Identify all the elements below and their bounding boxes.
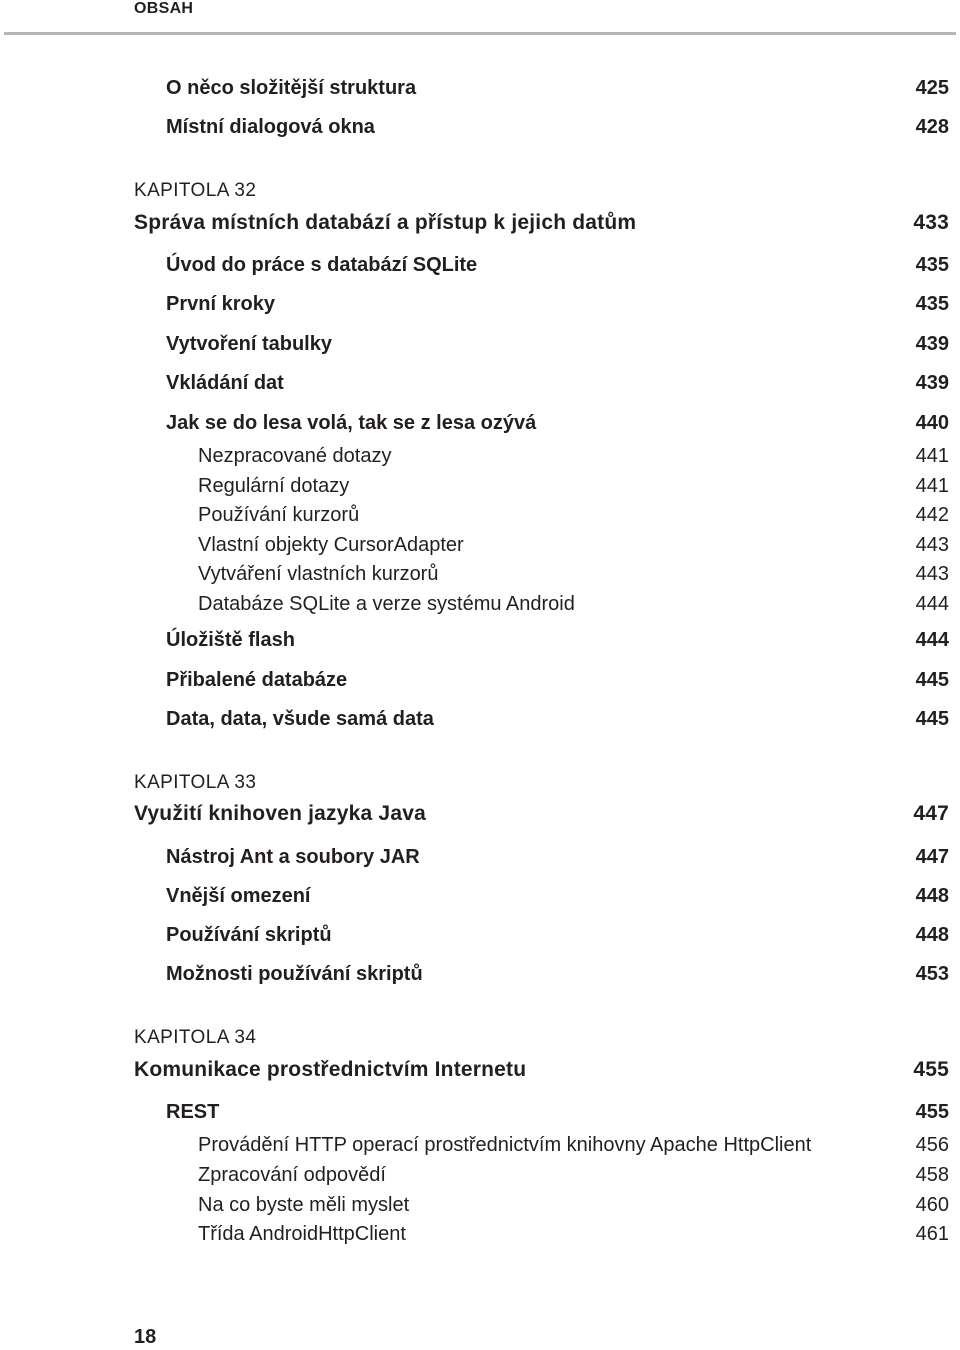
- toc-subentry[interactable]: [0, 1130, 960, 1160]
- toc-entry-title: Na co byste měli myslet: [198, 1193, 410, 1216]
- toc-entry-title: Úložiště flash: [166, 628, 295, 651]
- toc-entry-page: 425: [915, 76, 949, 99]
- toc-chapter-title[interactable]: [0, 208, 960, 238]
- toc-entry-title: Správa místních databází a přístup k jejich datům: [134, 211, 637, 234]
- toc-entry-page: 461: [915, 1222, 949, 1245]
- toc-entry[interactable]: [0, 250, 960, 280]
- toc-entry-page: 435: [915, 253, 949, 276]
- toc-subentry[interactable]: [0, 1219, 960, 1249]
- toc-entry-page: 455: [913, 1058, 949, 1081]
- toc-entry-page: 455: [915, 1100, 949, 1123]
- toc-entry-title: Úvod do práce s databází SQLite: [166, 253, 478, 276]
- toc-subentry[interactable]: [0, 530, 960, 560]
- toc-entry-title: Vnější omezení: [166, 884, 311, 907]
- toc-entry[interactable]: [0, 920, 960, 950]
- toc-entry-page: 445: [915, 668, 949, 691]
- toc-subentry[interactable]: [0, 559, 960, 589]
- toc-entry-page: 441: [915, 444, 949, 467]
- toc-entry-page: 456: [915, 1133, 949, 1156]
- toc-entry-title: Využití knihoven jazyka Java: [134, 802, 426, 825]
- toc-entry[interactable]: [0, 1097, 960, 1127]
- toc-entry-title: Databáze SQLite a verze systému Android: [198, 592, 575, 615]
- toc-entry-title: Provádění HTTP operací prostřednictvím knihovny Apache HttpClient: [198, 1133, 812, 1156]
- toc-entry[interactable]: [0, 329, 960, 359]
- chapter-label: KAPITOLA 34: [134, 1027, 257, 1048]
- toc-entry[interactable]: [0, 408, 960, 438]
- toc-entry-page: 460: [915, 1193, 949, 1216]
- toc-entry[interactable]: [0, 625, 960, 655]
- toc-entry-title: Nástroj Ant a soubory JAR: [166, 845, 420, 868]
- toc-entry-title: První kroky: [166, 292, 275, 315]
- toc-entry-page: 442: [915, 503, 949, 526]
- toc-entry-title: Vlastní objekty CursorAdapter: [198, 533, 464, 556]
- toc-chapter-title[interactable]: [0, 1055, 960, 1085]
- toc-subentry[interactable]: [0, 589, 960, 619]
- toc-entry-page: 445: [915, 707, 949, 730]
- toc-entry-page: 444: [915, 628, 949, 651]
- toc-entry-page: 441: [915, 474, 949, 497]
- toc-entry-title: Data, data, všude samá data: [166, 707, 434, 730]
- toc-entry-title: Jak se do lesa volá, tak se z lesa ozývá: [166, 411, 537, 434]
- toc-entry-page: 453: [915, 962, 949, 985]
- toc-entry-page: 447: [915, 845, 949, 868]
- chapter-label: KAPITOLA 32: [134, 180, 257, 201]
- toc-entry-page: 447: [913, 802, 949, 825]
- toc-entry-title: Místní dialogová okna: [166, 115, 375, 138]
- toc-entry-page: 439: [915, 332, 949, 355]
- page-number: 18: [134, 1326, 157, 1348]
- toc-entry-title: Používání kurzorů: [198, 503, 360, 526]
- toc-entry[interactable]: [0, 368, 960, 398]
- toc-entry[interactable]: [0, 112, 960, 142]
- toc-entry-title: REST: [166, 1100, 220, 1123]
- header-divider: [4, 32, 956, 35]
- toc-entry-title: Třída AndroidHttpClient: [198, 1222, 406, 1245]
- toc-entry-page: 435: [915, 292, 949, 315]
- toc-entry[interactable]: [0, 665, 960, 695]
- toc-entry-title: Nezpracované dotazy: [198, 444, 392, 467]
- toc-entry-title: Vytvoření tabulky: [166, 332, 332, 355]
- toc-subentry[interactable]: [0, 441, 960, 471]
- toc-entry-page: 443: [915, 562, 949, 585]
- toc-subentry[interactable]: [0, 500, 960, 530]
- toc-entry-title: Komunikace prostřednictvím Internetu: [134, 1058, 527, 1081]
- toc-entry-title: Možnosti používání skriptů: [166, 962, 423, 985]
- toc-entry-title: Zpracování odpovědí: [198, 1163, 386, 1186]
- toc-entry-page: 443: [915, 533, 949, 556]
- toc-entry[interactable]: [0, 881, 960, 911]
- running-header: OBSAH: [134, 0, 194, 17]
- toc-subentry[interactable]: [0, 1160, 960, 1190]
- toc-entry-title: O něco složitější struktura: [166, 76, 417, 99]
- toc-chapter-title[interactable]: [0, 799, 960, 829]
- toc-entry[interactable]: [0, 73, 960, 103]
- toc-subentry[interactable]: [0, 1190, 960, 1220]
- toc-entry-page: 428: [915, 115, 949, 138]
- toc-entry-page: 448: [915, 923, 949, 946]
- toc-entry-title: Vkládání dat: [166, 371, 284, 394]
- toc-entry-title: Používání skriptů: [166, 923, 332, 946]
- toc-entry[interactable]: [0, 842, 960, 872]
- toc-entry-title: Přibalené databáze: [166, 668, 348, 691]
- toc-entry-page: 448: [915, 884, 949, 907]
- toc-entry-title: Regulární dotazy: [198, 474, 350, 497]
- toc-entry-page: 458: [915, 1163, 949, 1186]
- toc-entry-page: 439: [915, 371, 949, 394]
- chapter-label: KAPITOLA 33: [134, 772, 257, 793]
- toc-entry[interactable]: [0, 704, 960, 734]
- toc-entry[interactable]: [0, 959, 960, 989]
- toc-entry-page: 440: [915, 411, 949, 434]
- toc-entry-page: 433: [913, 211, 949, 234]
- toc-entry-page: 444: [915, 592, 949, 615]
- toc-entry[interactable]: [0, 289, 960, 319]
- toc-subentry[interactable]: [0, 471, 960, 501]
- toc-entry-title: Vytváření vlastních kurzorů: [198, 562, 439, 585]
